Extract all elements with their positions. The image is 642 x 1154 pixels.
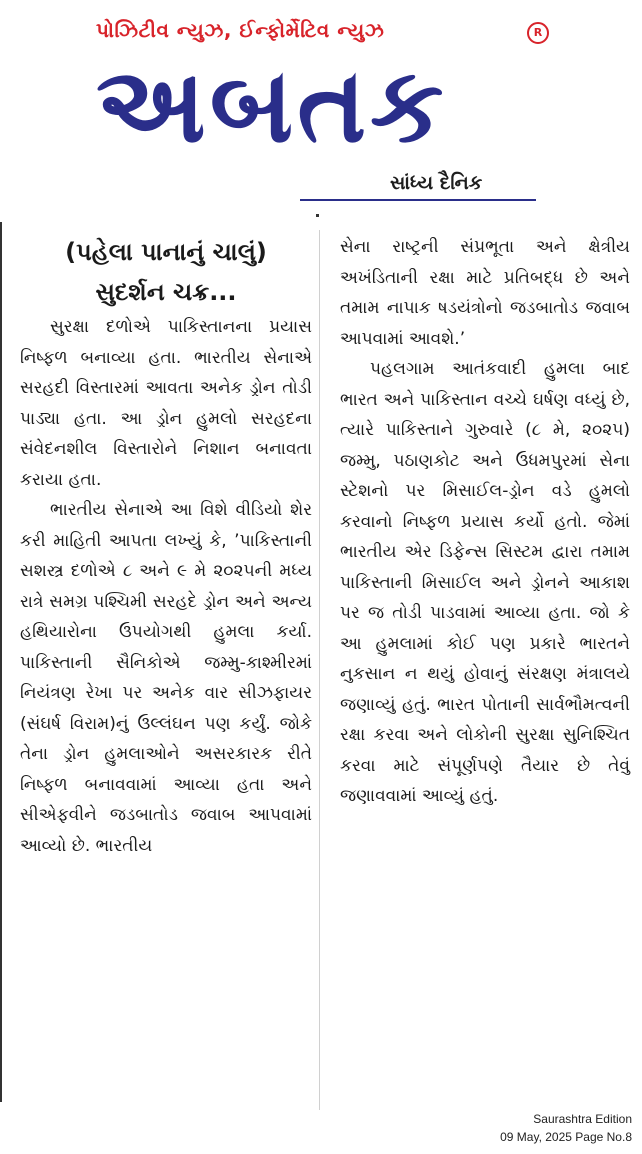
masthead-tagline: પોઝિટીવ ન્યુઝ, ઈન્ફોર્મેટિવ ન્યુઝ: [96, 18, 385, 42]
date-page-label: 09 May, 2025 Page No.8: [500, 1130, 632, 1144]
left-border: [0, 222, 2, 1102]
masthead: [0, 0, 642, 210]
article-headline: સુદર્શન ચક્ર...: [95, 278, 237, 306]
article-continued-label: (પહેલા પાનાનું ચાલું): [65, 238, 267, 266]
paragraph: સેના રાષ્ટ્રની સંપ્રભૂતા અને ક્ષેત્રીય અખંડિતાની રક્ષા માટે પ્રતિબદ્ધ છે અને તમામ નાપાક ષડયંત્રોનો જડબાતોડ જવાબ આપવામાં આવશે.’: [340, 237, 630, 349]
article-column-left: [20, 232, 312, 861]
paragraph: પહલગામ આતંકવાદી હુમલા બાદ ભારત અને પાકિસ્તાન વચ્ચે ઘર્ષણ વધ્યું છે, ત્યારે પાકિસ્તાને ગુરુવારે (૮ મે, ૨૦૨૫) જમ્મુ, પઠાણકોટ અને ઉધમપુરમાં સેના સ્ટેશનો પર મિસાઈલ-ડ્રોન વડે હુમલો કરવાનો નિષ્ફળ પ્રયાસ કર્યો હતો. જેમાં ભારતીય એર ડિફેન્સ સિસ્ટમ દ્વારા તમામ પાકિસ્તાની મિસાઈલ અને ડ્રોનને આકાશ પર જ તોડી પાડવામાં આવ્યા હતા. જો કે આ હુમલામાં કોઈ પણ પ્રકારે ભારતને નુકસાન ન થયું હોવાનું સંરક્ષણ મંત્રાલયે જણાવ્યું હતું. ભારત પોતાની સાર્વભૌમત્વની રક્ષા કરવા અને લોકોની સુરક્ષા સુનિશ્ચિત કરવા માટે સંપૂર્ણપણે તૈયાર છે તેવું જણાવવામાં આવ્યું હતું.: [340, 359, 630, 806]
registered-mark: R: [527, 22, 549, 44]
masthead-rule: [300, 199, 536, 201]
edition-label: Saurashtra Edition: [533, 1112, 632, 1126]
newspaper-logo: અબતક: [96, 45, 448, 165]
page-footer: [500, 1110, 632, 1146]
paragraph: સુરક્ષા દળોએ પાકિસ્તાનના પ્રયાસ નિષ્ફળ બનાવ્યા હતા. ભારતીય સેનાએ સરહદી વિસ્તારમાં આવતા અનેક ડ્રોન તોડી પાડ્યા હતા. આ ડ્રોન હુમલો સરહદના સંવેદનશીલ વિસ્તારોને નિશાન બનાવતા કરાયા હતા.: [20, 317, 312, 490]
divider-tick: [316, 214, 319, 217]
paragraph: ભારતીય સેનાએ આ વિશે વીડિયો શેર કરી માહિતી આપતા લખ્યું કે, ’પાકિસ્તાની સશસ્ત્ર દળોએ ૮ અને ૯ મે ૨૦૨૫ની મધ્ય રાત્રે સમગ્ર પશ્ચિમી સરહદે ડ્રોન અને અન્ય હથિયારોના ઉપયોગથી હુમલા કર્યા. પાકિસ્તાની સૈનિકોએ જમ્મુ-કાશ્મીરમાં નિયંત્રણ રેખા પર અનેક વાર સીઝફાયર (સંઘર્ષ વિરામ)નું ઉલ્લંઘન પણ કર્યું. જોકે તેના ડ્રોન હુમલાઓને અસરકારક રીતે નિષ્ફળ બનાવવામાં આવ્યા હતા અને સીએફવીને જડબાતોડ જવાબ આપવામાં આવ્યો છે. ભારતીય: [20, 500, 312, 856]
article-column-right: [340, 232, 630, 812]
column-divider: [319, 230, 320, 1110]
masthead-subtitle: સાંધ્ય દૈનિક: [390, 172, 483, 194]
